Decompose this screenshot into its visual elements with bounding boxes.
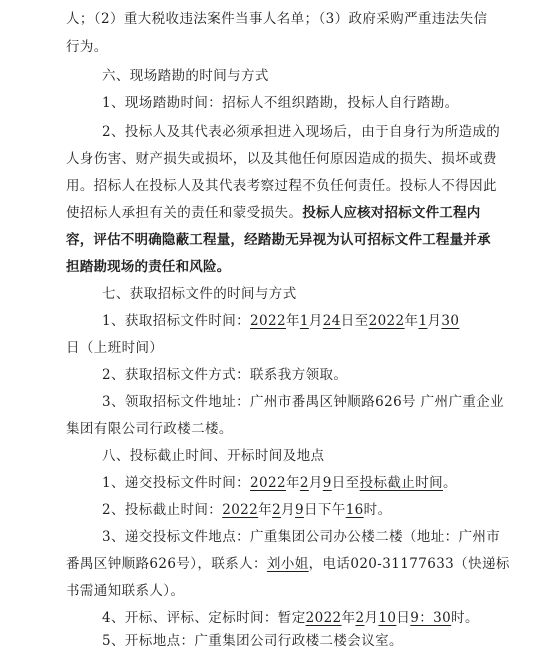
filled-year: 2022 bbox=[305, 610, 342, 626]
text-span: 月 bbox=[364, 610, 379, 626]
section-heading: 六、现场踏勘的时间与方式 bbox=[102, 68, 269, 84]
bold-text-span: 投标人应核对招标文件工程内 bbox=[302, 205, 481, 221]
text-span: 2、投标截止时间： bbox=[102, 502, 223, 518]
filled-day: 10 bbox=[378, 610, 397, 626]
filled-deadline: 投标截止时间 bbox=[359, 475, 443, 491]
paragraph-line bbox=[102, 500, 391, 520]
filled-day: 9 bbox=[294, 502, 304, 518]
text-line: 行为。 bbox=[66, 39, 108, 55]
text-span: 时。 bbox=[451, 610, 479, 626]
text-line: 人；（2）重大税收违法案件当事人名单；（3）政府采购严重违法失信 bbox=[66, 11, 488, 27]
filled-day: 9 bbox=[322, 475, 332, 491]
paragraph-line bbox=[102, 473, 457, 493]
paragraph-line: 人身伤害、财产损失或损坏，以及其他任何原因造成的损失、损坏或费 bbox=[66, 151, 497, 167]
text-span: 月 bbox=[281, 502, 295, 518]
paragraph-line: 集团有限公司行政楼二楼。 bbox=[66, 421, 233, 437]
filled-contact: 刘小姐 bbox=[266, 556, 309, 572]
text-span: ，电话020-31177633（快递标 bbox=[308, 556, 510, 572]
filled-year: 2022 bbox=[250, 475, 286, 491]
section-heading: 七、获取招标文件的时间与方式 bbox=[102, 286, 297, 302]
paragraph-line: 3、领取招标文件地址：广州市番禺区钟顺路626号 广州广重企业 bbox=[102, 394, 505, 410]
text-span: 日至 bbox=[331, 475, 360, 491]
text-span: 月 bbox=[308, 313, 323, 329]
filled-time: 9：30 bbox=[410, 610, 452, 626]
filled-hour: 16 bbox=[345, 502, 364, 518]
filled-year: 2022 bbox=[250, 313, 286, 329]
text-span: 日下午 bbox=[303, 502, 346, 518]
text-span: 使招标人承担有关的责任和蒙受损失。 bbox=[66, 205, 303, 221]
text-span: 年 bbox=[341, 610, 356, 626]
text-span: 年 bbox=[404, 313, 419, 329]
filled-month: 2 bbox=[299, 475, 309, 491]
text-span: 年 bbox=[285, 475, 300, 491]
filled-month: 1 bbox=[299, 313, 309, 329]
paragraph-line: 日（上班时间） bbox=[66, 340, 164, 356]
bold-paragraph-line: 担踏勘现场的责任和风险。 bbox=[66, 259, 231, 275]
bold-paragraph-line: 容，评估不明确隐蔽工程量，经踏勘无异视为认可招标文件工程量并承 bbox=[66, 232, 491, 248]
paragraph-line: 用。招标人在投标人及其代表考察过程不负任何责任。投标人不得因此 bbox=[66, 178, 497, 194]
text-span: 月 bbox=[427, 313, 442, 329]
text-span: 日 bbox=[396, 610, 411, 626]
text-span: 番禺区钟顺路626号），联系人： bbox=[66, 556, 267, 572]
paragraph-line: 书需通知联系人）。 bbox=[66, 583, 185, 599]
filled-month: 2 bbox=[355, 610, 365, 626]
filled-year: 2022 bbox=[222, 502, 259, 518]
paragraph-line bbox=[102, 311, 459, 331]
filled-day: 24 bbox=[322, 313, 341, 329]
text-span: 时。 bbox=[363, 502, 392, 518]
text-span: 1、递交投标文件时间： bbox=[102, 475, 250, 491]
paragraph-line: 1、现场踏勘时间：招标人不组织踏勘，投标人自行踏勘。 bbox=[102, 95, 459, 111]
paragraph-line bbox=[66, 203, 480, 223]
filled-month: 2 bbox=[272, 502, 282, 518]
filled-day: 30 bbox=[441, 313, 460, 329]
text-span: 日至 bbox=[340, 313, 369, 329]
paragraph-line bbox=[66, 554, 510, 574]
section-heading: 八、投标截止时间、开标时间及地点 bbox=[102, 448, 325, 464]
paragraph-line: 2、获取招标文件方式：联系我方领取。 bbox=[102, 367, 348, 383]
filled-year: 2022 bbox=[368, 313, 405, 329]
paragraph-line: 3、递交投标文件地点：广重集团公司办公楼二楼（地址：广州市 bbox=[102, 529, 501, 545]
text-span: 1、获取招标文件时间： bbox=[102, 313, 250, 329]
filled-month: 1 bbox=[418, 313, 428, 329]
text-span: 月 bbox=[308, 475, 323, 491]
text-span: 年 bbox=[285, 313, 300, 329]
text-span: 年 bbox=[258, 502, 273, 518]
text-span: 4、开标、评标、定标时间：暂定 bbox=[102, 610, 306, 626]
paragraph-line: 5、开标地点：广重集团公司行政楼二楼会议室。 bbox=[102, 633, 403, 649]
paragraph-line bbox=[102, 608, 479, 628]
text-span: 。 bbox=[443, 475, 457, 491]
paragraph-line: 2、投标人及其代表必须承担进入现场后，由于自身行为所造成的 bbox=[102, 124, 501, 140]
